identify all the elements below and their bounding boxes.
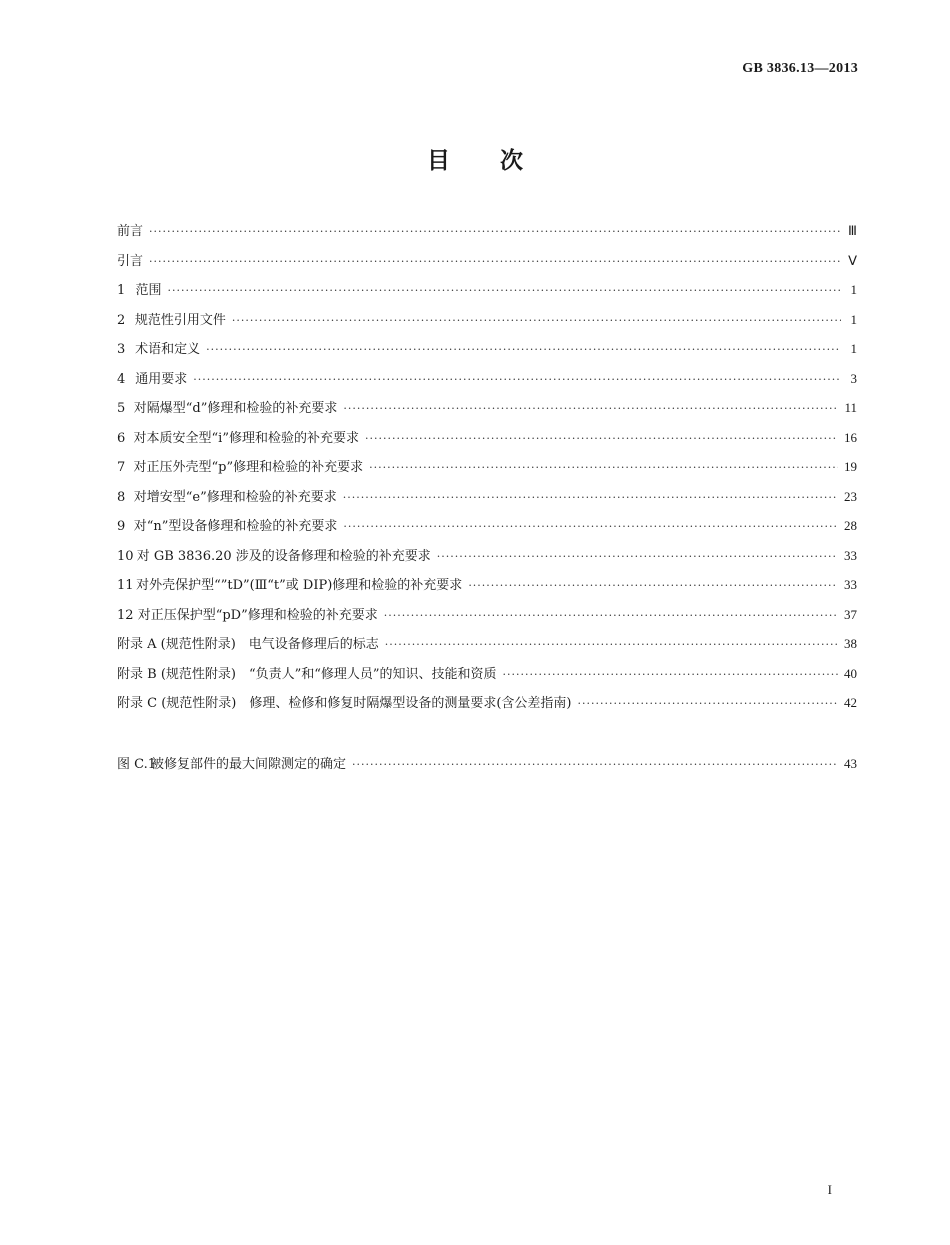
dot-leader <box>369 461 838 474</box>
toc-entry-section-5[interactable] <box>117 397 857 427</box>
dot-leader <box>343 520 838 533</box>
toc-entry-title: 对本质安全型“i”修理和检验的补充要求 <box>133 430 359 446</box>
toc-entry-section-12[interactable] <box>117 604 857 634</box>
toc-entry-title: 通用要求 <box>135 371 188 387</box>
toc-entry-foreword[interactable] <box>117 220 857 250</box>
dot-leader <box>384 609 838 622</box>
dot-leader <box>206 343 841 356</box>
toc-entry-title: 术语和定义 <box>135 342 201 357</box>
toc-entry-page: 19 <box>844 459 857 474</box>
toc-entry-number: 11 <box>117 578 134 593</box>
table-of-contents <box>117 220 857 782</box>
toc-entry-section-9[interactable] <box>117 515 857 545</box>
toc-entry-page: 33 <box>844 577 857 592</box>
toc-entry-page: 43 <box>844 755 857 771</box>
toc-entry-title: 对隔爆型“d”修理和检验的补充要求 <box>133 401 338 416</box>
toc-entry-title: 附录 A (规范性附录) 电气设备修理后的标志 <box>117 637 379 652</box>
dot-leader <box>365 432 838 445</box>
toc-entry-page: 3 <box>850 370 857 386</box>
dot-leader <box>193 373 841 386</box>
toc-entry-number: 1 <box>117 283 126 298</box>
toc-entry-page: 42 <box>844 695 857 710</box>
toc-entry-section-4[interactable] <box>117 368 857 398</box>
toc-entry-number: 图 C.1 <box>117 756 157 772</box>
toc-entry-page: 11 <box>844 400 857 415</box>
dot-leader <box>343 402 838 415</box>
dot-leader <box>468 579 838 592</box>
toc-entry-number: 7 <box>117 460 126 475</box>
toc-entry-annex-c[interactable] <box>117 692 857 722</box>
toc-entry-section-10[interactable] <box>117 545 857 575</box>
toc-entry-section-7[interactable] <box>117 456 857 486</box>
toc-entry-page: 1 <box>850 341 857 356</box>
toc-entry-number: 9 <box>117 519 126 534</box>
dot-leader <box>352 758 838 771</box>
toc-entry-number: 3 <box>117 342 126 357</box>
toc-entry-page: 1 <box>850 311 857 327</box>
toc-entry-page: 1 <box>850 282 857 297</box>
toc-entry-number: 12 <box>117 607 134 623</box>
toc-entry-page: Ⅲ <box>848 223 857 238</box>
dot-leader <box>578 697 839 710</box>
toc-entry-title: 对正压外壳型“p”修理和检验的补充要求 <box>133 460 364 475</box>
toc-entry-title: 前言 <box>117 224 144 239</box>
dot-leader <box>149 225 841 238</box>
dot-leader <box>437 550 838 563</box>
toc-entry-page: 37 <box>844 606 857 622</box>
toc-entry-section-3[interactable] <box>117 338 857 368</box>
toc-entry-annex-a[interactable] <box>117 633 857 663</box>
toc-entry-title: 对正压保护型“pD”修理和检验的补充要求 <box>137 607 378 623</box>
toc-entry-page: 16 <box>844 429 857 445</box>
toc-entry-section-1[interactable] <box>117 279 857 309</box>
dot-leader <box>385 638 838 651</box>
page-title: 目次 <box>427 148 573 174</box>
toc-entry-page: 28 <box>844 518 857 533</box>
dot-leader <box>232 314 841 327</box>
toc-entry-page: 38 <box>844 636 857 651</box>
toc-entry-section-6[interactable] <box>117 427 857 457</box>
dot-leader <box>343 491 838 504</box>
toc-entry-figure-c1[interactable] <box>117 753 857 783</box>
dot-leader <box>503 668 838 681</box>
toc-entry-number: 8 <box>117 489 126 505</box>
toc-entry-page: 23 <box>844 488 857 504</box>
toc-entry-title: 规范性引用文件 <box>134 312 226 328</box>
toc-entry-page: 40 <box>844 665 857 681</box>
toc-entry-page: 33 <box>844 547 857 563</box>
page-number: I <box>827 1182 832 1197</box>
toc-entry-number: 6 <box>117 430 126 446</box>
standard-code: GB 3836.13—2013 <box>742 61 858 76</box>
toc-entry-number: 2 <box>117 312 126 328</box>
toc-entry-title: 被修复部件的最大间隙测定的确定 <box>150 756 346 772</box>
toc-entry-title: 附录 B (规范性附录) “负责人”和“修理人员”的知识、技能和资质 <box>117 666 497 682</box>
toc-entry-section-8[interactable] <box>117 486 857 516</box>
toc-entry-section-2[interactable] <box>117 309 857 339</box>
toc-entry-title: 对“n”型设备修理和检验的补充要求 <box>133 519 338 534</box>
toc-entry-section-11[interactable] <box>117 574 857 604</box>
toc-entry-title: 对外壳保护型“”tD”(Ⅲ“t”或 DIP)修理和检验的补充要求 <box>136 578 463 593</box>
dot-leader <box>167 284 841 297</box>
toc-entry-annex-b[interactable] <box>117 663 857 693</box>
toc-entry-title: 附录 C (规范性附录) 修理、检修和修复时隔爆型设备的测量要求(含公差指南) <box>117 696 572 711</box>
toc-entry-number: 4 <box>117 371 126 387</box>
toc-entry-title: 引言 <box>117 253 144 269</box>
toc-entry-introduction[interactable] <box>117 250 857 280</box>
toc-entry-number: 10 <box>117 548 134 564</box>
toc-entry-title: 对增安型“e”修理和检验的补充要求 <box>133 489 337 505</box>
toc-entry-title: 范围 <box>135 283 162 298</box>
toc-entry-title: 对 GB 3836.20 涉及的设备修理和检验的补充要求 <box>136 548 431 564</box>
dot-leader <box>149 255 841 268</box>
toc-entry-number: 5 <box>117 401 126 416</box>
toc-entry-page: Ⅴ <box>848 252 857 268</box>
